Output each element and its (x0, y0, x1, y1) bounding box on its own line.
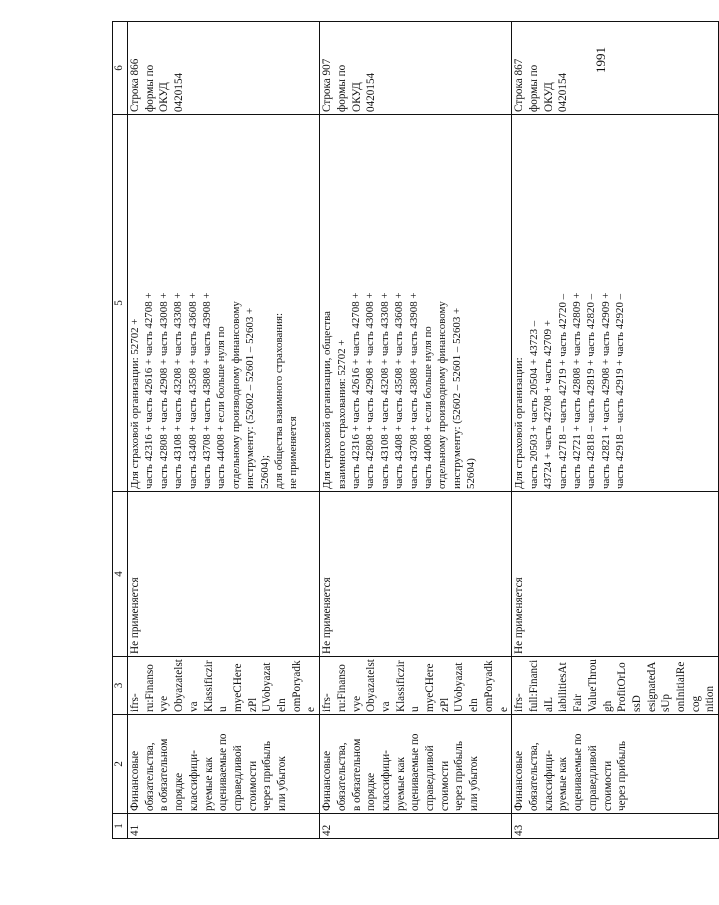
source-cell: Строка 867 формы по ОКУД 0420154 (512, 22, 719, 115)
row-number: 41 (128, 814, 320, 839)
header-cell-5: 5 (113, 115, 128, 492)
header-cell-1: 1 (113, 814, 128, 839)
header-cell-4: 4 (113, 492, 128, 657)
table-row (128, 22, 320, 839)
header-cell-3: 3 (113, 657, 128, 715)
header-cell-6: 6 (113, 22, 128, 115)
formula-cell: Для страховой организации, общества взаимного страхования: 52702 + часть 42316 + часть 42616 + часть 42708 + часть 42808 + часть 42908 + часть 43008 + часть 43108 + часть 43208 + часть 43308 + часть 43408 + часть 43508 + часть 43608 + часть 43708 + часть 43808 + часть 43908 + часть 44008 + если больше нуля по отдельному производному финансовому инструменту: (52602 – 52601 – 52603 + 52604) (320, 115, 512, 492)
document-table (112, 21, 719, 839)
row-number: 43 (512, 814, 719, 839)
applicability-cell: Не применяется (320, 492, 512, 657)
table-header-row (113, 22, 128, 839)
element-code: ifrs- ru:Finansovye Obyazatelstva Klassificziru myeCHerezPl UVobyazateln omPoryadke (320, 657, 512, 715)
header-cell-2: 2 (113, 715, 128, 814)
element-code: ifrs- ru:Finansovye Obyazatelstva Klassificziru myeCHerezPl UVobyazateln omPoryadke (128, 657, 320, 715)
formula-cell: Для страховой организации: 52702 + часть 42316 + часть 42616 + часть 42708 + часть 42808 + часть 42908 + часть 43008 + часть 43108 + часть 43208 + часть 43308 + часть 43408 + часть 43508 + часть 43608 + часть 43708 + часть 43808 + часть 43908 + часть 44008 + если больше нуля по отдельному производному финансовому инструменту: (52602 – 52601 – 52603 + 52604); для общества взаимного страхования: не применяется (128, 115, 320, 492)
table-row (320, 22, 512, 839)
applicability-cell: Не применяется (128, 492, 320, 657)
page-number: 1991 (593, 47, 608, 73)
table-row (512, 22, 719, 839)
applicability-cell: Не применяется (512, 492, 719, 657)
formula-cell: Для страховой организации: часть 20503 + часть 20504 + 43723 – 43724 + часть 42708 + часть 42709 + часть 42718 – часть 42719 + часть 42720 – часть 42721 + часть 42808 + часть 42809 + часть 42818 – часть 42819 + часть 42820 – часть 42821 + часть 42908 + часть 42909 + часть 42918 – часть 42919 + часть 42920 – (512, 115, 719, 492)
row-number: 42 (320, 814, 512, 839)
indicator-name: Финансовые обязательства, классифици- руемые как оцениваемые по справедливой стоимости через прибыль (512, 715, 719, 814)
indicator-name: Финансовые обязательства, в обязательном порядке классифици- руемые как оцениваемые по справедливой стоимости через прибыль или убыток (320, 715, 512, 814)
indicator-name: Финансовые обязательства, в обязательном порядке классифици- руемые как оцениваемые по справедливой стоимости через прибыль или убыток (128, 715, 320, 814)
source-cell: Строка 907 формы по ОКУД 0420154 (320, 22, 512, 115)
element-code: ifrs- full:FinancialL iabilitiesAtFair ValueThrough ProfitOrLossD esignatedAsUp onInitialRecog nition (512, 657, 719, 715)
source-cell: Строка 866 формы по ОКУД 0420154 (128, 22, 320, 115)
